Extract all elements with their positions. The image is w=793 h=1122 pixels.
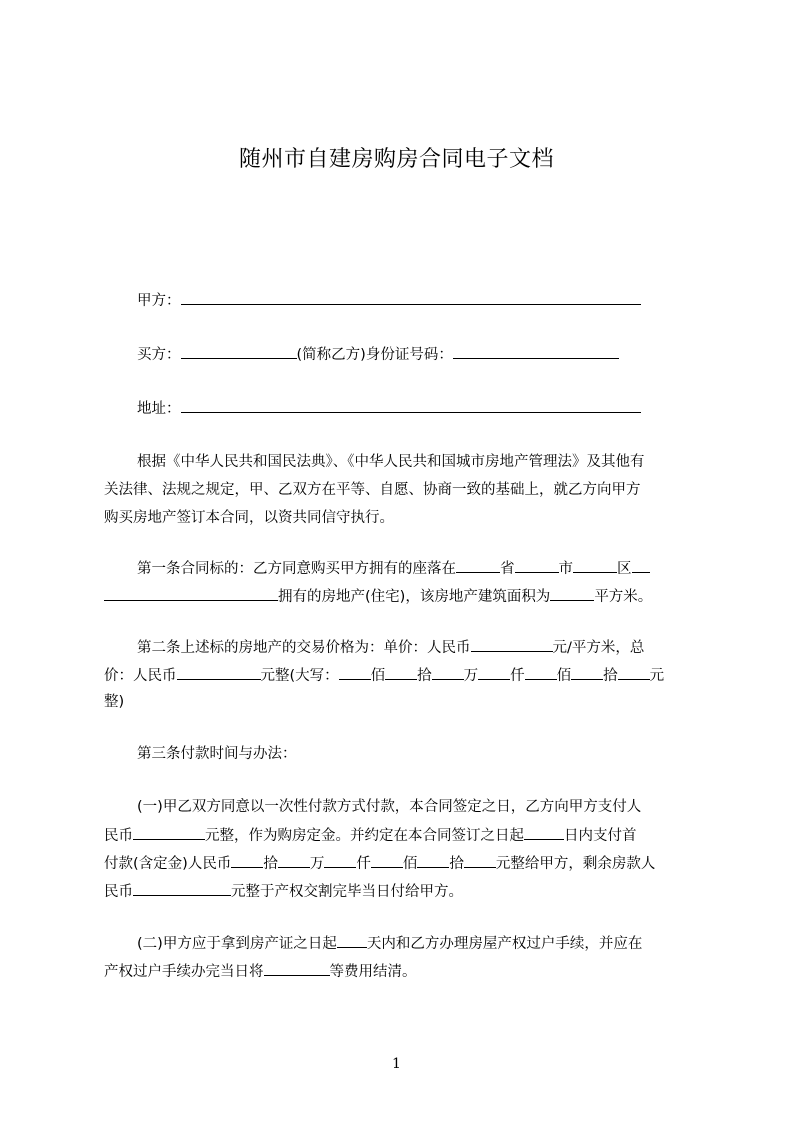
tens-field[interactable] bbox=[385, 665, 417, 680]
buyer-id-field[interactable] bbox=[453, 344, 619, 359]
remaining-terms-text: 元整于产权交割完毕当日付给甲方。 bbox=[231, 884, 463, 900]
party-a-label: 甲方： bbox=[137, 293, 181, 309]
buyer-label: 买方： bbox=[137, 347, 181, 363]
fp-unit-shi: 拾 bbox=[263, 856, 278, 872]
page-number: 1 bbox=[392, 1056, 401, 1072]
buyer-id-label: (简称乙方)身份证号码： bbox=[296, 347, 453, 363]
fp-unit-bai: 佰 bbox=[402, 856, 418, 872]
party-a-line bbox=[137, 290, 641, 311]
remaining-amount-field[interactable] bbox=[133, 881, 231, 896]
wan-field[interactable] bbox=[432, 665, 464, 680]
unit-price-field[interactable] bbox=[471, 637, 553, 652]
party-a-field[interactable] bbox=[181, 290, 641, 305]
clause-1-line-3 bbox=[104, 853, 655, 874]
fees-field[interactable] bbox=[264, 961, 330, 976]
address-line bbox=[137, 398, 641, 419]
fp-wan-field[interactable] bbox=[278, 853, 310, 868]
city-label: 市 bbox=[558, 561, 573, 577]
bai-field[interactable] bbox=[525, 665, 557, 680]
first-payment-label: 付款(含定金)人民币 bbox=[104, 856, 232, 872]
total-price-field[interactable] bbox=[177, 665, 261, 680]
city-field[interactable] bbox=[515, 558, 559, 573]
clause-2-text: (二)甲方应于拿到房产证之日起 bbox=[137, 936, 337, 952]
fp-unit-wan: 万 bbox=[309, 856, 325, 872]
article-1-area-text: 拥有的房地产(住宅)，该房地产建筑面积为 bbox=[278, 589, 551, 605]
area-unit: 平方米。 bbox=[594, 589, 653, 605]
fp-bai-field[interactable] bbox=[371, 853, 403, 868]
fp-unit-shi-2: 拾 bbox=[449, 856, 464, 872]
clause-2-text-cont: 天内和乙方办理房屋产权过户手续，并应在 bbox=[366, 936, 643, 952]
hundreds-field[interactable] bbox=[339, 665, 371, 680]
clause-1-line-4 bbox=[104, 881, 463, 902]
document-title: 随州市自建房购房合同电子文档 bbox=[238, 147, 554, 172]
clause-1-line-2 bbox=[104, 825, 637, 846]
remaining-text: 元整给甲方，剩余房款人 bbox=[495, 856, 656, 872]
location-field-cont[interactable] bbox=[104, 586, 278, 601]
yuan-field[interactable] bbox=[618, 665, 650, 680]
intro-line-1: 根据《中华人民共和国民法典》、《中华人民共和国城市房地产管理法》及其他有 bbox=[137, 454, 645, 470]
article-2-text: 第二条上述标的房地产的交易价格为：单价：人民币 bbox=[137, 640, 471, 656]
clause-2-text-2: 产权过户手续办完当日将 bbox=[104, 964, 264, 980]
area-field[interactable] bbox=[550, 586, 594, 601]
deposit-text: 元整，作为购房定金。并约定在本合同签订之日起 bbox=[205, 828, 524, 844]
qian-field[interactable] bbox=[478, 665, 510, 680]
district-field[interactable] bbox=[573, 558, 617, 573]
province-label: 省 bbox=[500, 561, 515, 577]
shi-field[interactable] bbox=[571, 665, 603, 680]
unit-yuan: 元 bbox=[649, 668, 665, 684]
total-price-words-label: 元整(大写： bbox=[260, 668, 339, 684]
intro-line-2: 关法律、法规之规定，甲、乙双方在平等、自愿、协商一致的基础上，就乙方向甲方 bbox=[104, 482, 641, 498]
fp-yuan-field[interactable] bbox=[464, 853, 496, 868]
deposit-field[interactable] bbox=[133, 825, 205, 840]
article-2-line-2 bbox=[104, 665, 664, 686]
article-1-line-1 bbox=[137, 558, 650, 579]
address-label: 地址： bbox=[137, 401, 181, 417]
unit-bai-2: 佰 bbox=[556, 668, 572, 684]
article-2-line-1 bbox=[137, 637, 644, 658]
location-field[interactable] bbox=[632, 558, 650, 573]
article-3-heading: 第三条付款时间与办法： bbox=[137, 746, 297, 762]
address-field[interactable] bbox=[181, 398, 641, 413]
fp-qian-field[interactable] bbox=[324, 853, 356, 868]
fp-unit-qian: 仟 bbox=[356, 856, 371, 872]
fp-shi-field[interactable] bbox=[231, 853, 263, 868]
clause-1-line-1: (一)甲乙双方同意以一次性付款方式付款，本合同签定之日，乙方向甲方支付人 bbox=[137, 799, 642, 815]
intro-line-3: 购买房地产签订本合同，以资共同信守执行。 bbox=[104, 510, 394, 526]
days-text: 日内支付首 bbox=[564, 828, 637, 844]
days-field[interactable] bbox=[524, 825, 564, 840]
province-field[interactable] bbox=[456, 558, 500, 573]
district-label: 区 bbox=[617, 561, 632, 577]
unit-wan: 万 bbox=[463, 668, 479, 684]
rmb-label: 民币 bbox=[104, 828, 133, 844]
buyer-line bbox=[137, 344, 619, 365]
unit-qian: 仟 bbox=[510, 668, 525, 684]
total-price-label: 价：人民币 bbox=[104, 668, 177, 684]
clause-2-line-2 bbox=[104, 961, 417, 982]
article-2-line-3: 整) bbox=[104, 694, 125, 710]
transfer-days-field[interactable] bbox=[337, 933, 367, 948]
fp-shi2-field[interactable] bbox=[417, 853, 449, 868]
unit-price-unit: 元/平方米，总 bbox=[552, 640, 645, 656]
article-1-text: 第一条合同标的：乙方同意购买甲方拥有的座落在 bbox=[137, 561, 456, 577]
article-1-line-2 bbox=[104, 586, 652, 607]
fees-text: 等费用结清。 bbox=[329, 964, 417, 980]
unit-shi: 拾 bbox=[417, 668, 432, 684]
rmb-label-2: 民币 bbox=[104, 884, 133, 900]
clause-2-line-1 bbox=[137, 933, 642, 954]
unit-shi-2: 拾 bbox=[603, 668, 618, 684]
unit-bai: 佰 bbox=[370, 668, 386, 684]
buyer-name-field[interactable] bbox=[181, 344, 297, 359]
